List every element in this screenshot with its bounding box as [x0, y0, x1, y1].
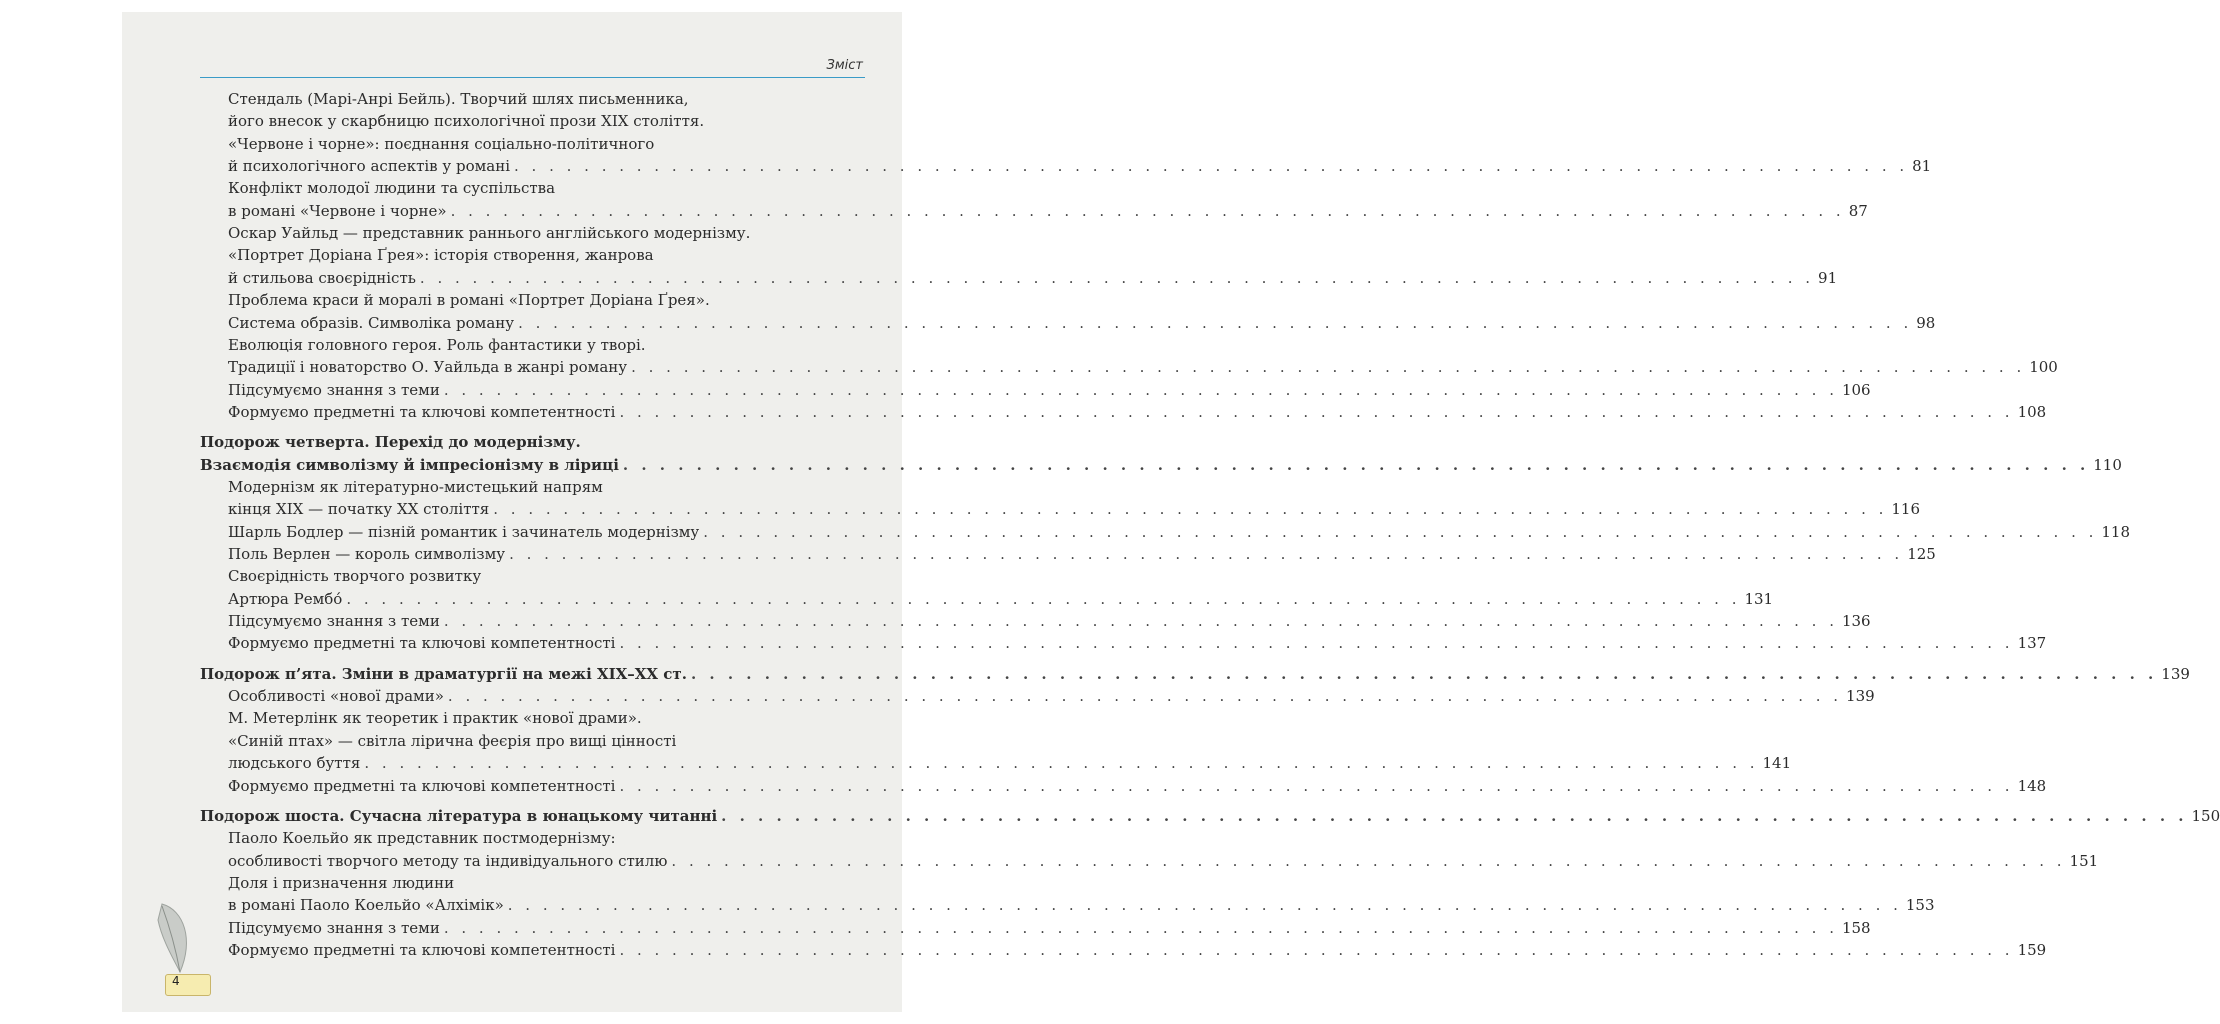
toc-page-number: 87: [1848, 201, 1868, 220]
toc-page-number: 153: [1905, 896, 1935, 915]
dot-leader: . . . . . . . . . . . . . . . . . . . . . . . . . . . . . . . . . . . . . . . . . . . . . . . . . . . . . . . . . . . . . . . . . . . . . . . . . . . . . . . .: [443, 918, 1838, 937]
toc-entry-line: [228, 267, 1838, 289]
toc-entry-line: [228, 88, 852, 110]
toc-entry-text: Шарль Бодлер — пізній романтик і зачинатель модернізму: [228, 522, 700, 541]
toc-section-line: [200, 805, 2220, 827]
dot-leader: . . . . . . . . . . . . . . . . . . . . . . . . . . . . . . . . . . . . . . . . . . . . . . . . . . . . . . . . . . . . . . . . . . . . . . . . . . . . . . . .: [493, 500, 1888, 519]
toc-page-number: 136: [1841, 612, 1871, 631]
toc-page-number: 81: [1912, 157, 1932, 176]
toc-page-number: 116: [1891, 500, 1921, 519]
toc-entry-text: Підсумуємо знання з теми: [228, 612, 440, 631]
toc-entry-text: й психологічного аспектів у романі: [228, 157, 511, 176]
toc-page-number: 159: [2017, 940, 2047, 959]
toc-page-number: 91: [1818, 268, 1838, 287]
toc-entry-text: Модернізм як літературно-мистецький напрям: [228, 477, 603, 496]
dot-leader: . . . . . . . . . . . . . . . . . . . . . . . . . . . . . . . . . . . . . . . . . . . . . . . . . . . . . . . . . . . . . . . . . . . . . . . . . . . . . . . .: [518, 313, 1913, 332]
toc-entry-line: [228, 850, 2099, 872]
toc-entry-text: Стендаль (Марі-Анрі Бейль). Творчий шлях письменника,: [228, 90, 689, 108]
toc-entry-text: «Портрет Доріана Ґрея»: історія створення, жанрова: [228, 246, 654, 265]
toc-entry-line: [228, 200, 1868, 222]
toc-page-number: 131: [1744, 589, 1774, 608]
dot-leader: . . . . . . . . . . . . . . . . . . . . . . . . . . . . . . . . . . . . . . . . . . . . . . . . . . . . . . . . . . . . . . . . . . . . . . . . . . . . . . . .: [447, 687, 1843, 706]
toc-page-number: 125: [1907, 545, 1936, 563]
toc-entry-line: [228, 476, 852, 498]
toc-page-number: 137: [2017, 634, 2047, 653]
toc-section-line: [200, 663, 2190, 685]
dot-leader: . . . . . . . . . . . . . . . . . . . . . . . . . . . . . . . . . . . . . . . . . . . . . . . . . . . . . . . . . . . . . . . . . . . . . . . . . . . . . . . .: [507, 896, 1902, 915]
toc-entry-text: Оскар Уайльд — представник раннього англійського модернізму.: [228, 224, 751, 243]
toc-entry-text: його внесок у скарбницю психологічної прози XIX століття.: [228, 112, 705, 131]
toc-entry-line: [228, 133, 852, 155]
toc-entry-text: Паоло Коельйо як представник постмодернізму:: [228, 829, 616, 848]
toc-entry-line: [228, 588, 1774, 610]
dot-leader: . . . . . . . . . . . . . . . . . . . . . . . . . . . . . . . . . . . . . . . . . . . . . . . . . . . . . . . . . . . . . . . . . . . . . . . . . . . . . . . .: [721, 806, 2188, 825]
toc-page-number: 106: [1841, 380, 1871, 399]
toc-entry-text: в романі «Червоне і чорне»: [228, 201, 447, 220]
dot-leader: . . . . . . . . . . . . . . . . . . . . . . . . . . . . . . . . . . . . . . . . . . . . . . . . . . . . . . . . . . . . . . . . . . . . . . . . . . . . . . . .: [619, 940, 2014, 959]
toc-entry-text: Подорож п’ята. Зміни в драматургії на межі XIX–XX ст.: [200, 664, 687, 683]
dot-leader: . . . . . . . . . . . . . . . . . . . . . . . . . . . . . . . . . . . . . . . . . . . . . . . . . . . . . . . . . . . . . . . . . . . . . . . . . . . . . . . .: [346, 589, 1741, 608]
dot-leader: . . . . . . . . . . . . . . . . . . . . . . . . . . . . . . . . . . . . . . . . . . . . . . . . . . . . . . . . . . . . . . . . . . . . . . . . . . . . . . . .: [450, 201, 1845, 220]
toc-entry-line: [228, 177, 852, 199]
dot-leader: . . . . . . . . . . . . . . . . . . . . . . . . . . . . . . . . . . . . . . . . . . . . . . . . . . . . . . . . . . . . . . . . . . . . . . . . . . . . . . . .: [443, 612, 1838, 631]
toc-page-number: 158: [1841, 918, 1871, 937]
toc-page-number: 98: [1916, 313, 1936, 332]
dot-leader: . . . . . . . . . . . . . . . . . . . . . . . . . . . . . . . . . . . . . . . . . . . . . . . . . . . . . . . . . . . . . . . . . . . . . . . . . . . . . . . .: [514, 157, 1909, 176]
toc-page-number: 139: [1846, 687, 1875, 706]
toc-entry-line: [228, 775, 2047, 797]
toc-entry-line: [228, 707, 852, 729]
toc-entry-line: [228, 289, 852, 311]
toc-entry-line: [228, 827, 852, 849]
toc-page-number: 139: [2161, 664, 2190, 683]
toc-entry-text: Взаємодія символізму й імпресіонізму в ліриці: [200, 455, 619, 474]
toc-entry-line: [228, 543, 1936, 565]
header-title: Зміст: [826, 58, 863, 73]
toc-entry-text: людського буття: [228, 754, 361, 773]
toc-entry-line: [228, 917, 1871, 939]
toc-entry-text: Конфлікт молодої людини та суспільства: [228, 179, 556, 198]
toc-entry-text: Формуємо предметні та ключові компетентності: [228, 776, 616, 795]
toc-entry-text: Поль Верлен — король символізму: [228, 545, 506, 563]
toc-entry-text: Подорож четверта. Перехід до модернізму.: [200, 433, 581, 452]
quill-feather-icon: [150, 900, 220, 980]
toc-entry-line: [228, 110, 852, 132]
toc-entry-line: [228, 685, 1875, 707]
toc-entry-text: «Червоне і чорне»: поєднання соціально-політичного: [228, 134, 655, 153]
toc-entry-line: [228, 312, 1936, 334]
toc-entry-line: [228, 939, 2047, 961]
toc-entry-text: Артюра Рембо́: [228, 589, 343, 608]
dot-leader: . . . . . . . . . . . . . . . . . . . . . . . . . . . . . . . . . . . . . . . . . . . . . . . . . . . . . . . . . . . . . . . . . . . . . . . . . . . . . . . .: [703, 522, 2098, 541]
dot-leader: . . . . . . . . . . . . . . . . . . . . . . . . . . . . . . . . . . . . . . . . . . . . . . . . . . . . . . . . . . . . . . . . . . . . . . . . . . . . . . . .: [509, 545, 1904, 563]
toc-page-number: 148: [2017, 776, 2047, 795]
dot-leader: . . . . . . . . . . . . . . . . . . . . . . . . . . . . . . . . . . . . . . . . . . . . . . . . . . . . . . . . . . . . . . . . . . . . . . . . . . . . . . . .: [631, 358, 2026, 377]
dot-leader: . . . . . . . . . . . . . . . . . . . . . . . . . . . . . . . . . . . . . . . . . . . . . . . . . . . . . . . . . . . . . . . . . . . . . . . . . . . . . . . .: [443, 380, 1838, 399]
toc-entry-line: [228, 356, 2058, 378]
toc-entry-text: Підсумуємо знання з теми: [228, 380, 440, 399]
toc-entry-text: М. Метерлінк як теоретик і практик «нової драми».: [228, 709, 642, 728]
dot-leader: . . . . . . . . . . . . . . . . . . . . . . . . . . . . . . . . . . . . . . . . . . . . . . . . . . . . . . . . . . . . . . . . . . . . . . . . . . . . . . . .: [419, 268, 1815, 287]
page-number-tab: [165, 972, 217, 996]
dot-leader: . . . . . . . . . . . . . . . . . . . . . . . . . . . . . . . . . . . . . . . . . . . . . . . . . . . . . . . . . . . . . . . . . . . . . . . . . . . . . . . .: [671, 851, 2066, 870]
toc-entry-text: Доля і призначення людини: [228, 873, 455, 892]
toc-section-line: [200, 454, 2122, 476]
toc-page-number: 118: [2101, 522, 2131, 541]
toc-entry-line: [228, 730, 852, 752]
toc-entry-text: Своєрідність творчого розвитку: [228, 567, 482, 586]
toc-page-number: 141: [1762, 754, 1792, 773]
toc-entry-line: [228, 334, 852, 356]
toc-entry-line: [228, 222, 852, 244]
toc-entry-text: в романі Паоло Коельйо «Алхімік»: [228, 896, 504, 915]
toc-entry-text: Формуємо предметні та ключові компетентності: [228, 402, 616, 421]
toc-entry-line: [228, 401, 2047, 423]
toc-entry-text: Традиції і новаторство О. Уайльда в жанрі роману: [228, 358, 628, 377]
toc-entry-line: [228, 632, 2047, 654]
toc-entry-text: Подорож шоста. Сучасна література в юнацькому читанні: [200, 806, 718, 825]
toc-entry-line: [228, 244, 852, 266]
toc-entry-line: [228, 872, 852, 894]
toc-entry-line: [228, 379, 1871, 401]
toc-entry-text: особливості творчого методу та індивідуального стилю: [228, 851, 668, 870]
toc-entry-text: Проблема краси й моралі в романі «Портрет Доріана Ґрея».: [228, 291, 710, 310]
dot-leader: . . . . . . . . . . . . . . . . . . . . . . . . . . . . . . . . . . . . . . . . . . . . . . . . . . . . . . . . . . . . . . . . . . . . . . . . . . . . . . . .: [619, 634, 2014, 653]
toc-section-line: [200, 431, 852, 453]
toc-entry-line: [228, 894, 1935, 916]
toc-page-number: 108: [2017, 402, 2047, 421]
toc-entry-text: Особливості «нової драми»: [228, 687, 444, 706]
toc-entry-line: [228, 752, 1792, 774]
toc-entry-text: кінця XIX — початку XX століття: [228, 500, 490, 519]
toc-entry-line: [228, 565, 852, 587]
toc-entry-text: Підсумуємо знання з теми: [228, 918, 440, 937]
toc-entry-text: Система образів. Символіка роману: [228, 313, 515, 332]
toc-entry-text: Формуємо предметні та ключові компетентності: [228, 940, 616, 959]
dot-leader: . . . . . . . . . . . . . . . . . . . . . . . . . . . . . . . . . . . . . . . . . . . . . . . . . . . . . . . . . . . . . . . . . . . . . . . . . . . . . . . .: [622, 455, 2090, 474]
toc-page-number: 151: [2069, 851, 2099, 870]
toc-entry-line: [228, 521, 2131, 543]
toc-page-number: 110: [2093, 455, 2122, 474]
dot-leader: . . . . . . . . . . . . . . . . . . . . . . . . . . . . . . . . . . . . . . . . . . . . . . . . . . . . . . . . . . . . . . . . . . . . . . . . . . . . . . . .: [364, 754, 1759, 773]
toc-page-number: 100: [2029, 358, 2058, 377]
dot-leader: . . . . . . . . . . . . . . . . . . . . . . . . . . . . . . . . . . . . . . . . . . . . . . . . . . . . . . . . . . . . . . . . . . . . . . . . . . . . . . . .: [690, 664, 2158, 683]
page-number: 4: [172, 974, 180, 988]
toc-entry-text: Еволюція головного героя. Роль фантастики у творі.: [228, 335, 646, 354]
toc-entry-line: [228, 155, 1932, 177]
toc-entry-text: Формуємо предметні та ключові компетентності: [228, 634, 616, 653]
toc-entry-text: «Синій птах» — світла лірична феєрія про вищі цінності: [228, 731, 677, 750]
toc-entry-line: [228, 498, 1921, 520]
toc-page-number: 150: [2191, 806, 2220, 825]
toc-entry-line: [228, 610, 1871, 632]
dot-leader: . . . . . . . . . . . . . . . . . . . . . . . . . . . . . . . . . . . . . . . . . . . . . . . . . . . . . . . . . . . . . . . . . . . . . . . . . . . . . . . .: [619, 402, 2014, 421]
dot-leader: . . . . . . . . . . . . . . . . . . . . . . . . . . . . . . . . . . . . . . . . . . . . . . . . . . . . . . . . . . . . . . . . . . . . . . . . . . . . . . . .: [619, 776, 2014, 795]
toc-entry-text: й стильова своєрідність: [228, 268, 416, 287]
